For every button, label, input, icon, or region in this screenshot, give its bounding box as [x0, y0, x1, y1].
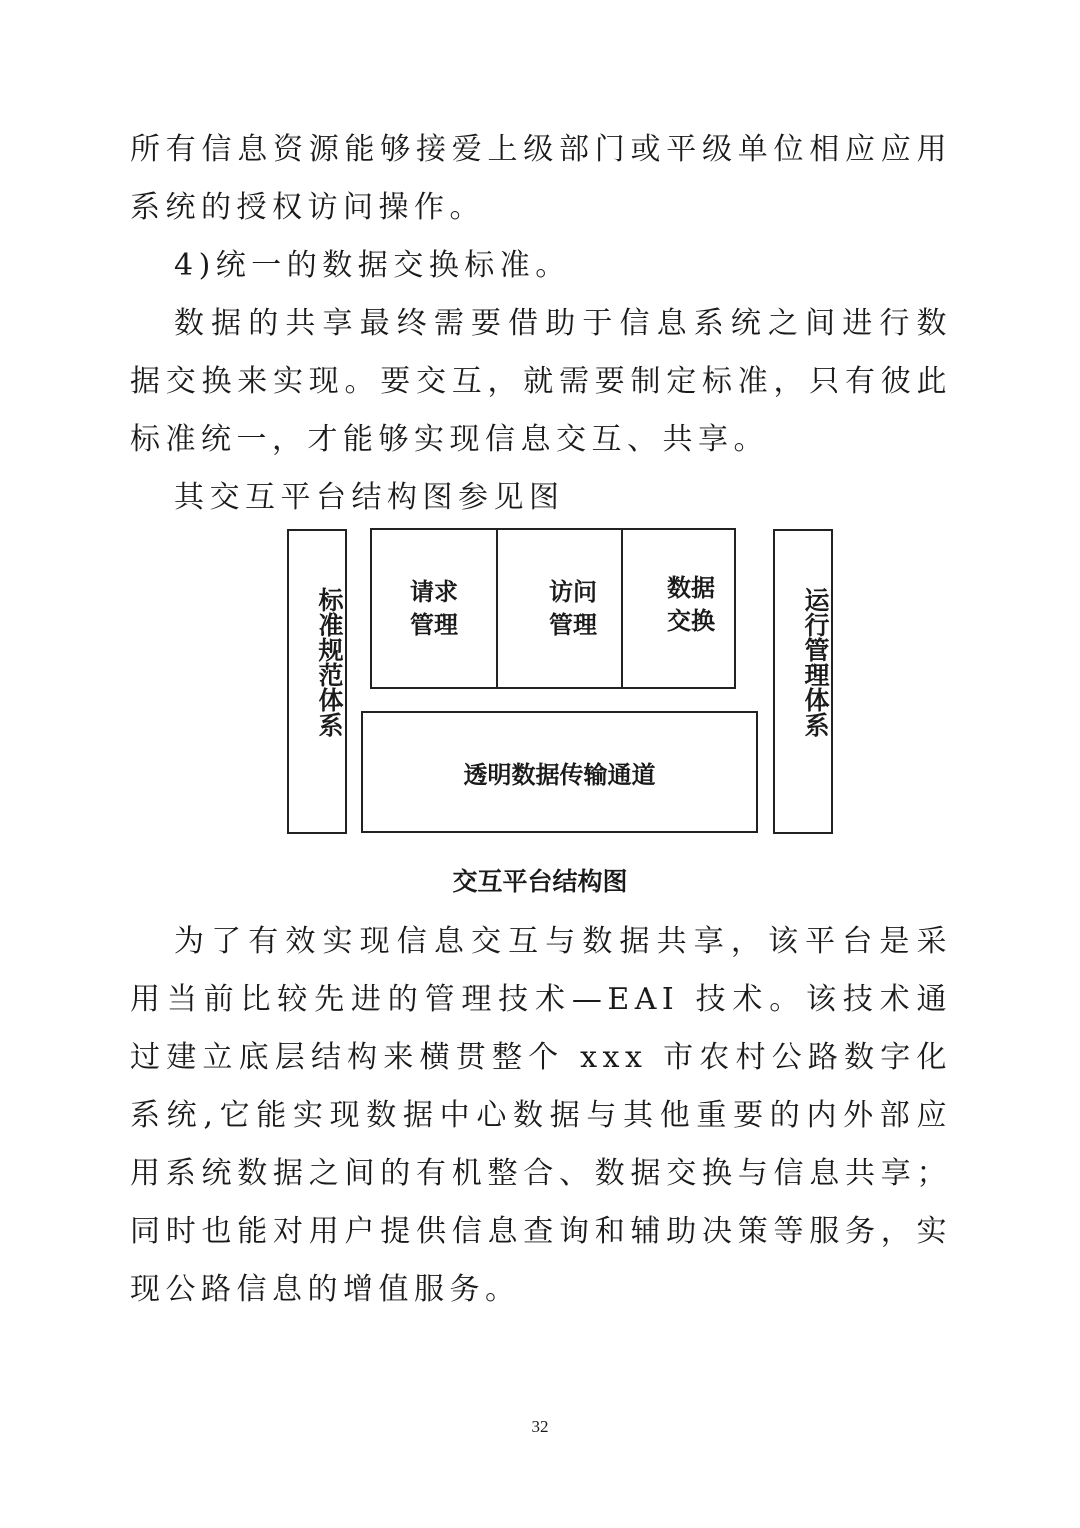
module-request-management: 请求管理 — [410, 578, 458, 639]
module-divider — [621, 530, 623, 687]
modules-box — [370, 528, 736, 689]
paragraph-data-sharing: 数据的共享最终需要借助于信息系统之间进行数据交换来实现。要交互，就需要制定标准，只有彼此标准统一，才能够实现信息交互、共享。 — [130, 306, 952, 457]
paragraph-eai: 为了有效实现信息交互与数据共享，该平台是采用当前比较先进的管理技术—EAI 技术。该技术通过建立底层结构来横贯整个 xxx 市农村公路数字化系统,它能实现数据中心数据与其他重要的内外部应用系统数据之间的有机整合、数据交换与信息共享；同时也能对用户提供信息查询和辅助决策等服务，实现公路信息的增值服务。 — [130, 924, 952, 1307]
operations-pillar — [773, 529, 833, 834]
module-access-management: 访问管理 — [549, 578, 597, 639]
diagram-caption: 交互平台结构图 — [452, 867, 628, 896]
standards-pillar — [287, 529, 347, 834]
paragraph-diagram-intro: 其交互平台结构图参见图 — [174, 480, 565, 515]
module-divider — [496, 530, 498, 687]
module-data-exchange: 数据交换 — [667, 574, 715, 635]
operations-pillar-label: 运行管理体系 — [801, 587, 830, 737]
standards-pillar-label: 标准规范体系 — [315, 587, 344, 737]
page-number: 32 — [531, 1417, 549, 1436]
transport-channel-box — [361, 711, 758, 833]
transport-channel-label: 透明数据传输通道 — [463, 761, 656, 789]
heading-exchange-standard: 4)统一的数据交换标准。 — [174, 248, 571, 283]
paragraph-access: 所有信息资源能够接爱上级部门或平级单位相应应用系统的授权访问操作。 — [130, 132, 952, 225]
